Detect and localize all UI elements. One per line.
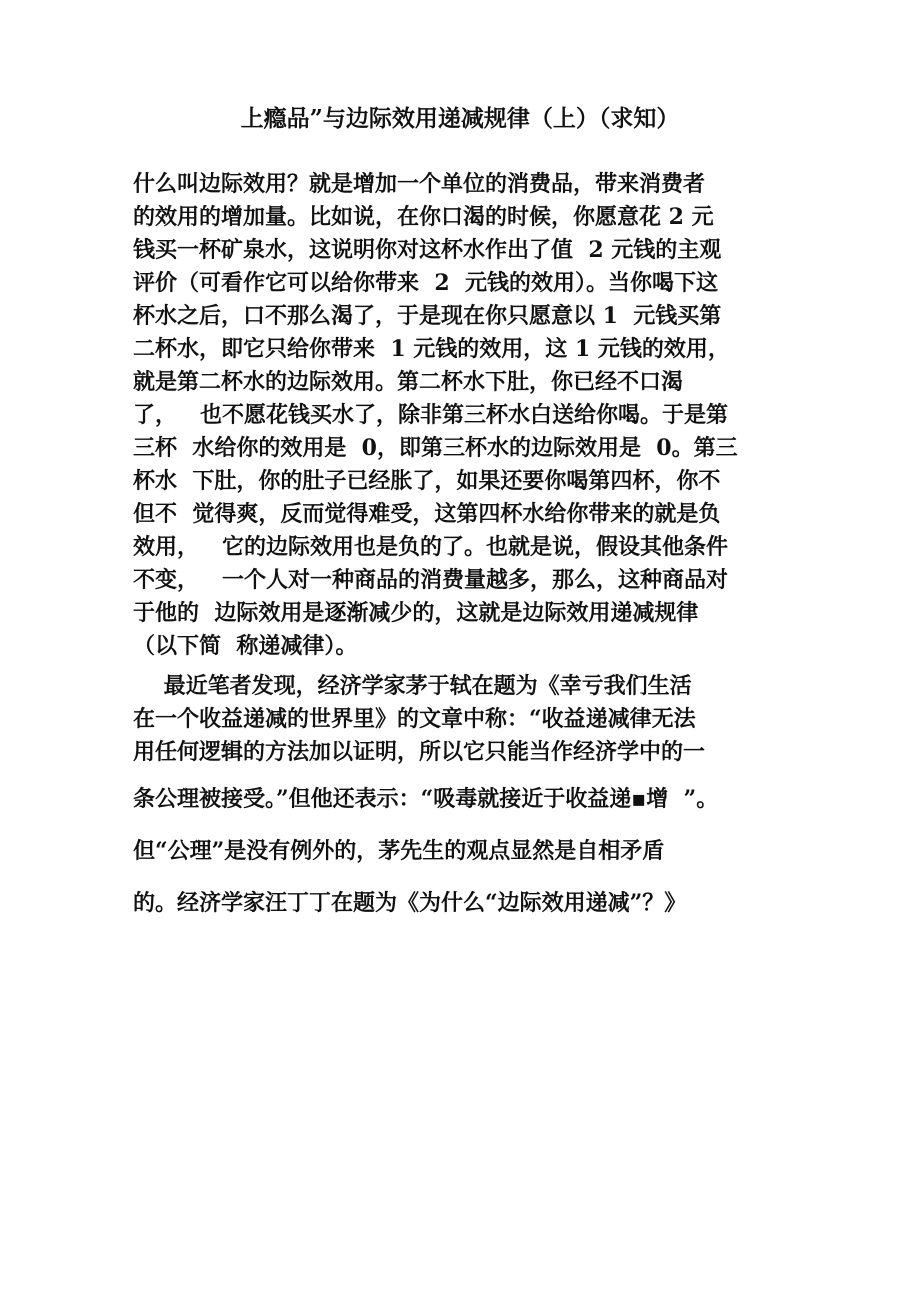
- text-line: 但不 觉得爽，反而觉得难受，这第四杯水给你带来的就是负: [133, 501, 721, 527]
- text-line: 不变， 一个人对一种商品的消费量越多，那么，这种商品对: [133, 567, 728, 593]
- text-line: 二杯水，即它只给你带来 1 元钱的效用，这 1 元钱的效用，: [133, 336, 730, 362]
- text-line: 三杯 水给你的效用是 0，即第三杯水的边际效用是 0。第三: [133, 435, 738, 461]
- text-line: 杯水 下肚，你的肚子已经胀了，如果还要你喝第四杯，你不: [133, 468, 721, 494]
- text-line: 最近笔者发现，经济学家茅于轼在题为《幸亏我们生活: [133, 673, 692, 699]
- text-line: 的效用的增加量。比如说，在你口渴的时候，你愿意花 2 元: [133, 204, 714, 230]
- text-line: 钱买一杯矿泉水，这说明你对这杯水作出了值 2 元钱的主观: [133, 237, 722, 263]
- text-line: 评价（可看作它可以给你带来 2 元钱的效用）。当你喝下这: [133, 270, 718, 296]
- text-line: 用任何逻辑的方法加以证明，所以它只能当作经济学中的一: [133, 739, 706, 765]
- text-line: 杯水之后，口不那么渴了，于是现在你只愿意以 1 元钱买第: [133, 303, 722, 329]
- text-line: 在一个收益递减的世界里》的文章中称：“收益递减律无法: [133, 706, 696, 732]
- document-title: 上瘾品”与边际效用递减规律（上）（求知）: [240, 105, 680, 132]
- text-line: 了， 也不愿花钱买水了，除非第三杯水白送给你喝。于是第: [133, 402, 728, 428]
- paragraph-mao-yushi-article: [133, 670, 833, 769]
- paragraph-marginal-utility-definition: [133, 168, 833, 663]
- text-line: 就是第二杯水的边际效用。第二杯水下肚，你已经不口渴: [133, 369, 684, 395]
- text-line: 条公理被接受。”但他还表示：“吸毒就接近于收益递▪增 ”。: [133, 786, 719, 812]
- text-line: 的。经济学家汪丁丁在题为《为什么“边际效用递减”？》: [133, 890, 687, 916]
- text-line: 什么叫边际效用？就是增加一个单位的消费品，带来消费者: [133, 171, 706, 197]
- text-line: （以下简 称递减律）。: [133, 633, 358, 659]
- text-line: 但“公理”是没有例外的，茅先生的观点显然是自相矛盾: [133, 838, 665, 864]
- text-line: 于他的 边际效用是逐渐减少的，这就是边际效用递减规律: [133, 600, 699, 626]
- text-line: 效用， 它的边际效用也是负的了。也就是说，假设其他条件: [133, 534, 728, 560]
- paragraph-axiom-contradiction: [133, 779, 833, 935]
